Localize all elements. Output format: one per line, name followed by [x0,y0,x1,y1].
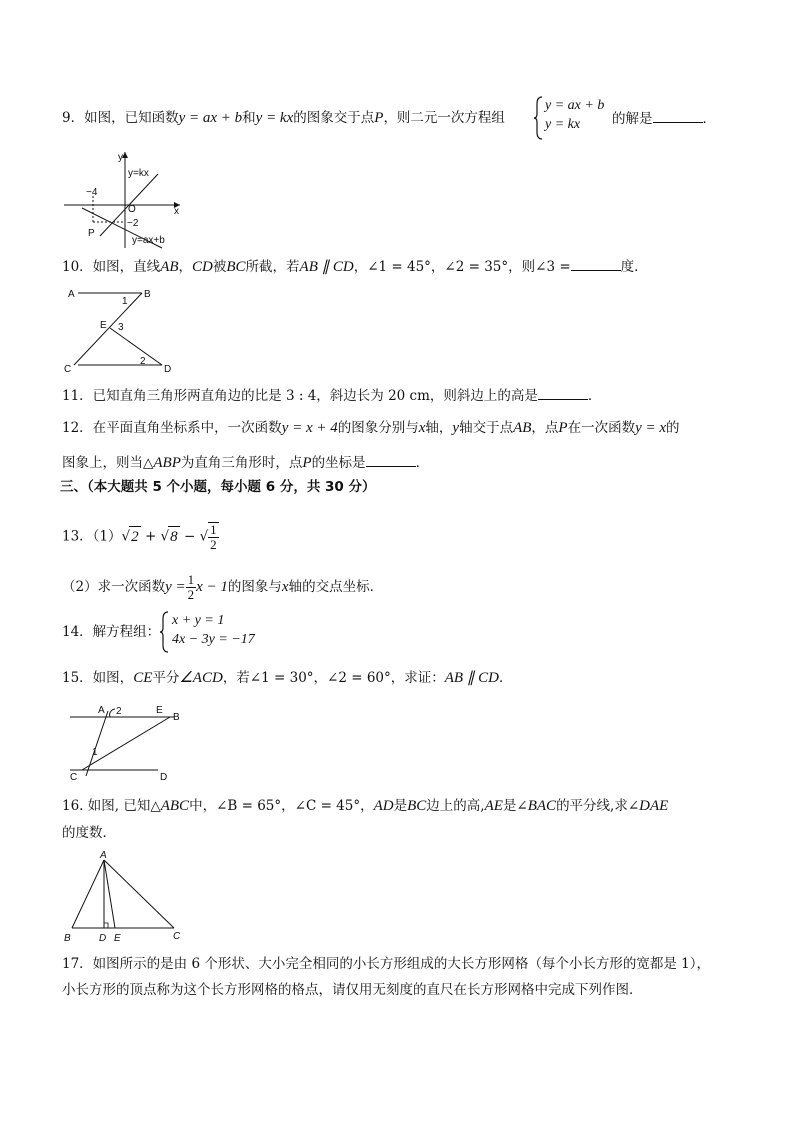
figure-q9 [62,148,192,250]
system-brace [160,611,170,653]
x-axis-label: x [174,206,179,217]
point-b-label: B [144,289,151,300]
angle-1-label: 1 [122,296,128,307]
question-12-line2: 图象上，则当△ABP为直角三角形时，点P的坐标是 ． [62,452,429,473]
point-a-label: A [98,705,105,716]
point-e-label: E [100,320,107,331]
point-e-label: E [156,705,163,716]
point-d-label: D [164,364,172,374]
system-brace [534,96,544,140]
origin-label: O [128,204,136,215]
figure-q15 [62,700,187,784]
point-d-label: D [99,933,107,944]
question-13-part2: （2）求一次函数y = $\frac{1}{2}$ x − 1的图象与x轴的交点坐标． [62,572,384,602]
question-10-text: 10．如图，直线AB，CD被BC所截，若AB ∥ CD，∠1 = 45°，∠2 = 35°，则∠3 = 度． [62,256,648,277]
point-c-label: C [70,772,78,783]
point-e-label: E [114,933,121,944]
question-17-line1: 17．如图所示的是由 6 个形状、大小完全相同的小长方形组成的大长方形网格（每个小长方形的宽都是 1）， [62,956,710,972]
question-14-label: 14．解方程组： [62,624,161,640]
angle-3-label: 3 [118,322,124,333]
point-d-label: D [160,772,168,783]
answer-blank[interactable] [538,385,588,400]
figure-q10 [62,284,177,374]
angle-2-label: 2 [140,356,146,367]
figure-q16 [62,848,192,944]
angle-2-label: 2 [116,706,122,717]
point-b-label: B [173,712,180,723]
question-12-line1: 12．在平面直角坐标系中，一次函数y = x + 4的图象分别与x轴，y轴交于点AB，点P在一次函数y = x的 [62,420,680,436]
line-axb-label: y=ax+b [132,235,165,246]
question-15-text: 15．如图，CE平分∠ACD，若∠1 = 30°，∠2 = 60°，求证：AB ∥ CD． [62,670,513,686]
point-a-label: A [68,289,75,300]
answer-blank[interactable] [653,108,703,123]
point-b-label: B [64,933,71,944]
angle-1-label: 1 [92,747,98,758]
point-a-label: A [100,850,107,861]
y-axis-label: y [118,152,123,163]
point-c-label: C [64,364,72,374]
question-9-text: 9．如图，已知函数y = ax + b和y = kx的图象交于点P，则二元一次方程组 [62,110,505,126]
point-c-label: C [173,931,181,942]
q14-system: x + y = 1 4x − 3y = −17 [172,613,255,647]
question-11-text: 11．已知直角三角形两直角边的比是 3 : 4，斜边长为 20 cm，则斜边上的高是 ． [62,385,601,406]
answer-blank[interactable] [571,256,621,271]
section-3-heading: 三、（本大题共 5 个小题，每小题 6 分，共 30 分） [60,479,376,495]
q9-system: y = ax + b y = kx [545,98,605,132]
question-16-line2: 的度数． [62,825,116,841]
tick-minus4: −4 [86,187,98,198]
line-kx-label: y=kx [128,168,149,179]
answer-blank[interactable] [366,452,416,467]
point-p-label: P [88,228,95,239]
question-16-line1: 16. 如图, 已知△ABC中，∠B = 65°，∠C = 45°，AD是BC边上的高,AE是∠BAC的平分线,求∠DAE [62,798,669,814]
question-17-line2: 小长方形的顶点称为这个长方形网格的格点，请仅用无刻度的直尺在长方形网格中完成下列作图． [62,982,643,998]
tick-minus2: −2 [127,218,139,229]
q9-answer: 的解是 ． [612,108,716,129]
question-13-part1: 13．（1）√2 + √8 − √ $\frac{1}{2}$ [62,522,217,552]
